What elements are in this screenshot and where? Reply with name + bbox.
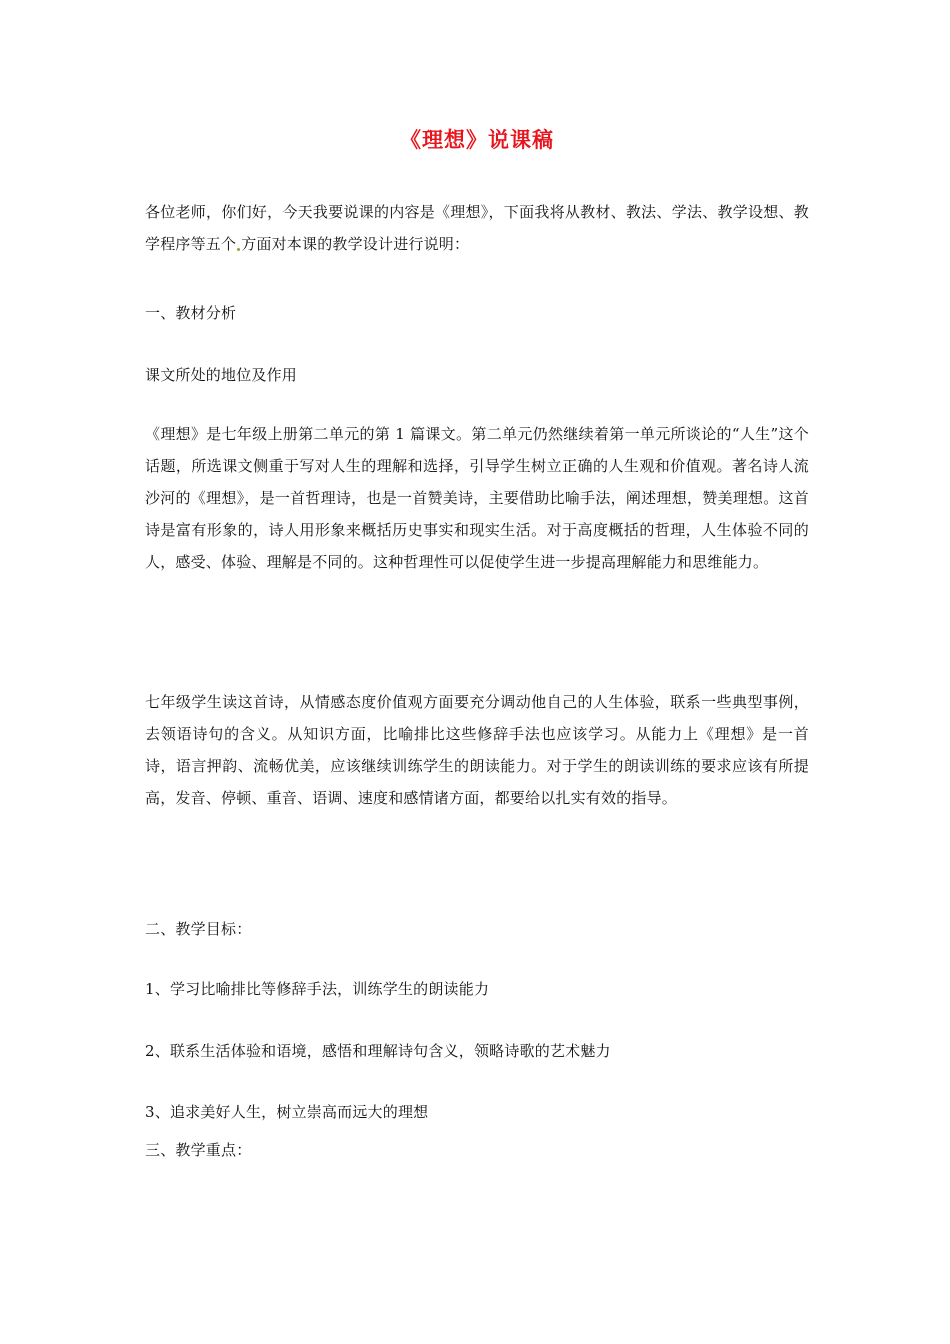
section1-subheading: 课文所处的地位及作用 [145,366,298,384]
goal-item-1: 1、学习比喻排比等修辞手法，训练学生的朗读能力 [145,980,490,998]
section1-heading: 一、教材分析 [145,304,237,322]
document-title: 《理想》说课稿 [400,128,554,152]
intro-text-a: 各位老师，你们好，今天我要说课的内容是《理想》，下面我将从教材、教法、学法、教学设想、教学程序等五个 [145,203,809,253]
goal-item-3: 3、追求美好人生，树立崇高而远大的理想 [145,1103,429,1121]
dot-mark-icon [237,248,240,251]
intro-paragraph [145,196,809,260]
section1-paragraph-1: 《理想》是七年级上册第二单元的第 1 篇课文。第二单元仍然继续着第一单元所谈论的“人生”这个话题，所选课文侧重于写对人生的理解和选择，引导学生树立正确的人生观和价值观。著名诗人流沙河的《理想》，是一首哲理诗，也是一首赞美诗，主要借助比喻手法，阐述理想，赞美理想。这首诗是富有形象的，诗人用形象来概括历史事实和现实生活。对于高度概括的哲理，人生体验不同的人，感受、体验、理解是不同的。这种哲理性可以促使学生进一步提高理解能力和思维能力。 [145,425,809,571]
section1-paragraph-2: 七年级学生读这首诗，从情感态度价值观方面要充分调动他自己的人生体验，联系一些典型事例，去领语诗句的含义。从知识方面，比喻排比这些修辞手法也应该学习。从能力上《理想》是一首诗，语言押韵、流畅优美，应该继续训练学生的朗读能力。对于学生的朗读训练的要求应该有所提高，发音、停顿、重音、语调、速度和感情诸方面，都要给以扎实有效的指导。 [145,693,809,807]
section2-heading: 二、教学目标： [145,920,252,938]
goal-item-2: 2、联系生活体验和语境，感悟和理解诗句含义，领略诗歌的艺术魅力 [145,1042,611,1060]
section3-heading: 三、教学重点： [145,1141,252,1159]
intro-text-b: 方面对本课的教学设计进行说明： [241,235,470,253]
